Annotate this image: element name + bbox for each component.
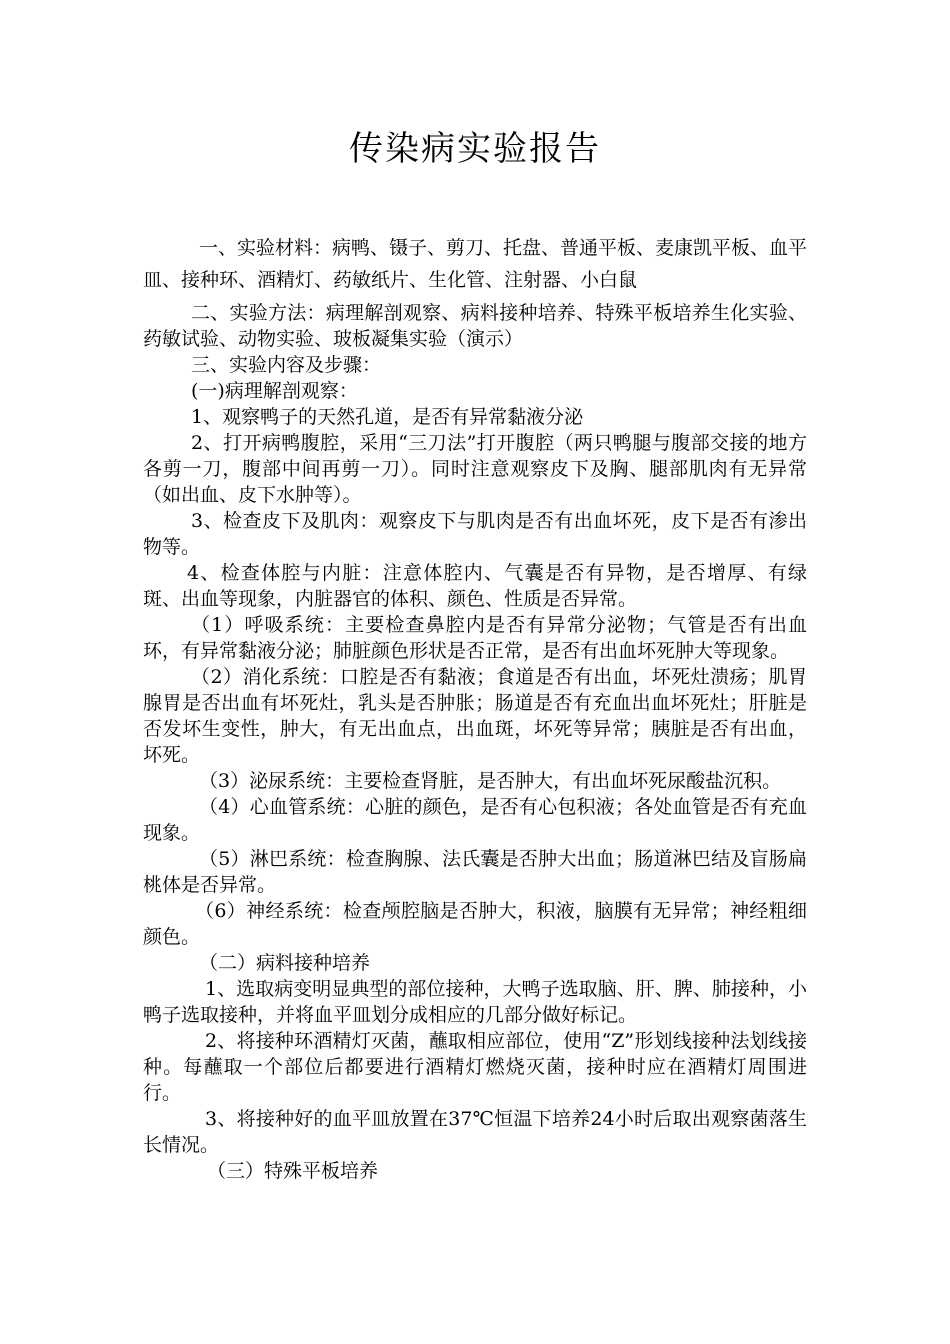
paragraph-step-4: 4、检查体腔与内脏：注意体腔内、气囊是否有异物，是否增厚、有绿斑、出血等现象，内脏器官的体积、颜色、性质是否异常。 xyxy=(143,562,807,610)
paragraph-step-3: 3、检查皮下及肌肉：观察皮下与肌肉是否有出血坏死，皮下是否有渗出物等。 xyxy=(143,510,807,558)
paragraph-lymphatic: （5）淋巴系统：检查胸腺、法氏囊是否肿大出血；肠道淋巴结及盲肠扁桃体是否异常。 xyxy=(143,848,807,896)
paragraph-steps-heading: 三、实验内容及步骤： xyxy=(191,354,382,376)
paragraph-inoculation-1: 1、选取病变明显典型的部位接种，大鸭子选取脑、肝、脾、肺接种，小鸭子选取接种，并将血平皿划分成相应的几部分做好标记。 xyxy=(143,978,807,1026)
paragraph-section-1-heading: (一)病理解剖观察： xyxy=(191,380,358,402)
document-body xyxy=(143,232,807,1184)
paragraph-inoculation-2: 2、将接种环酒精灯灭菌，蘸取相应部位，使用“Z”形划线接种法划线接种。每蘸取一个部位后都要进行酒精灯燃烧灭菌，接种时应在酒精灯周围进行。 xyxy=(143,1030,807,1104)
paragraph-section-3-heading: （三）特殊平板培养 xyxy=(207,1160,379,1182)
paragraph-inoculation-3: 3、将接种好的血平皿放置在37℃恒温下培养24小时后取出观察菌落生长情况。 xyxy=(143,1108,807,1156)
paragraph-section-2-heading: （二）病料接种培养 xyxy=(199,952,371,974)
paragraph-urinary: （3）泌尿系统：主要检查肾脏，是否肿大，有出血坏死尿酸盐沉积。 xyxy=(199,770,782,792)
document-title: 传染病实验报告 xyxy=(349,129,601,169)
paragraph-cardiovascular: （4）心血管系统：心脏的颜色，是否有心包积液；各处血管是否有充血现象。 xyxy=(143,796,807,844)
paragraph-step-1: 1、观察鸭子的天然孔道，是否有异常黏液分泌 xyxy=(191,406,584,428)
paragraph-respiratory: （1）呼吸系统：主要检查鼻腔内是否有异常分泌物；气管是否有出血环，有异常黏液分泌；肺脏颜色形状是否正常，是否有出血坏死肿大等现象。 xyxy=(143,614,807,662)
paragraph-digestive: （2）消化系统：口腔是否有黏液；食道是否有出血，坏死灶溃疡；肌胃腺胃是否出血有坏死灶，乳头是否肿胀；肠道是否有充血出血坏死灶；肝脏是否发坏生变性，肿大，有无出血点，出血斑，坏死等异常；胰脏是否有出血，坏死。 xyxy=(143,666,807,766)
paragraph-materials: 一、实验材料：病鸭、镊子、剪刀、托盘、普通平板、麦康凯平板、血平皿、接种环、酒精灯、药敏纸片、生化管、注射器、小白鼠 xyxy=(143,237,808,291)
paragraph-methods: 二、实验方法：病理解剖观察、病料接种培养、特殊平板培养生化实验、药敏试验、动物实验、玻板凝集实验（演示） xyxy=(143,302,807,350)
paragraph-nervous: （6）神经系统：检查颅腔脑是否肿大，积液，脑膜有无异常；神经粗细颜色。 xyxy=(143,900,807,948)
paragraph-step-2: 2、打开病鸭腹腔，采用“三刀法”打开腹腔（两只鸭腿与腹部交接的地方各剪一刀，腹部中间再剪一刀）。同时注意观察皮下及胸、腿部肌肉有无异常（如出血、皮下水肿等）。 xyxy=(143,432,807,506)
